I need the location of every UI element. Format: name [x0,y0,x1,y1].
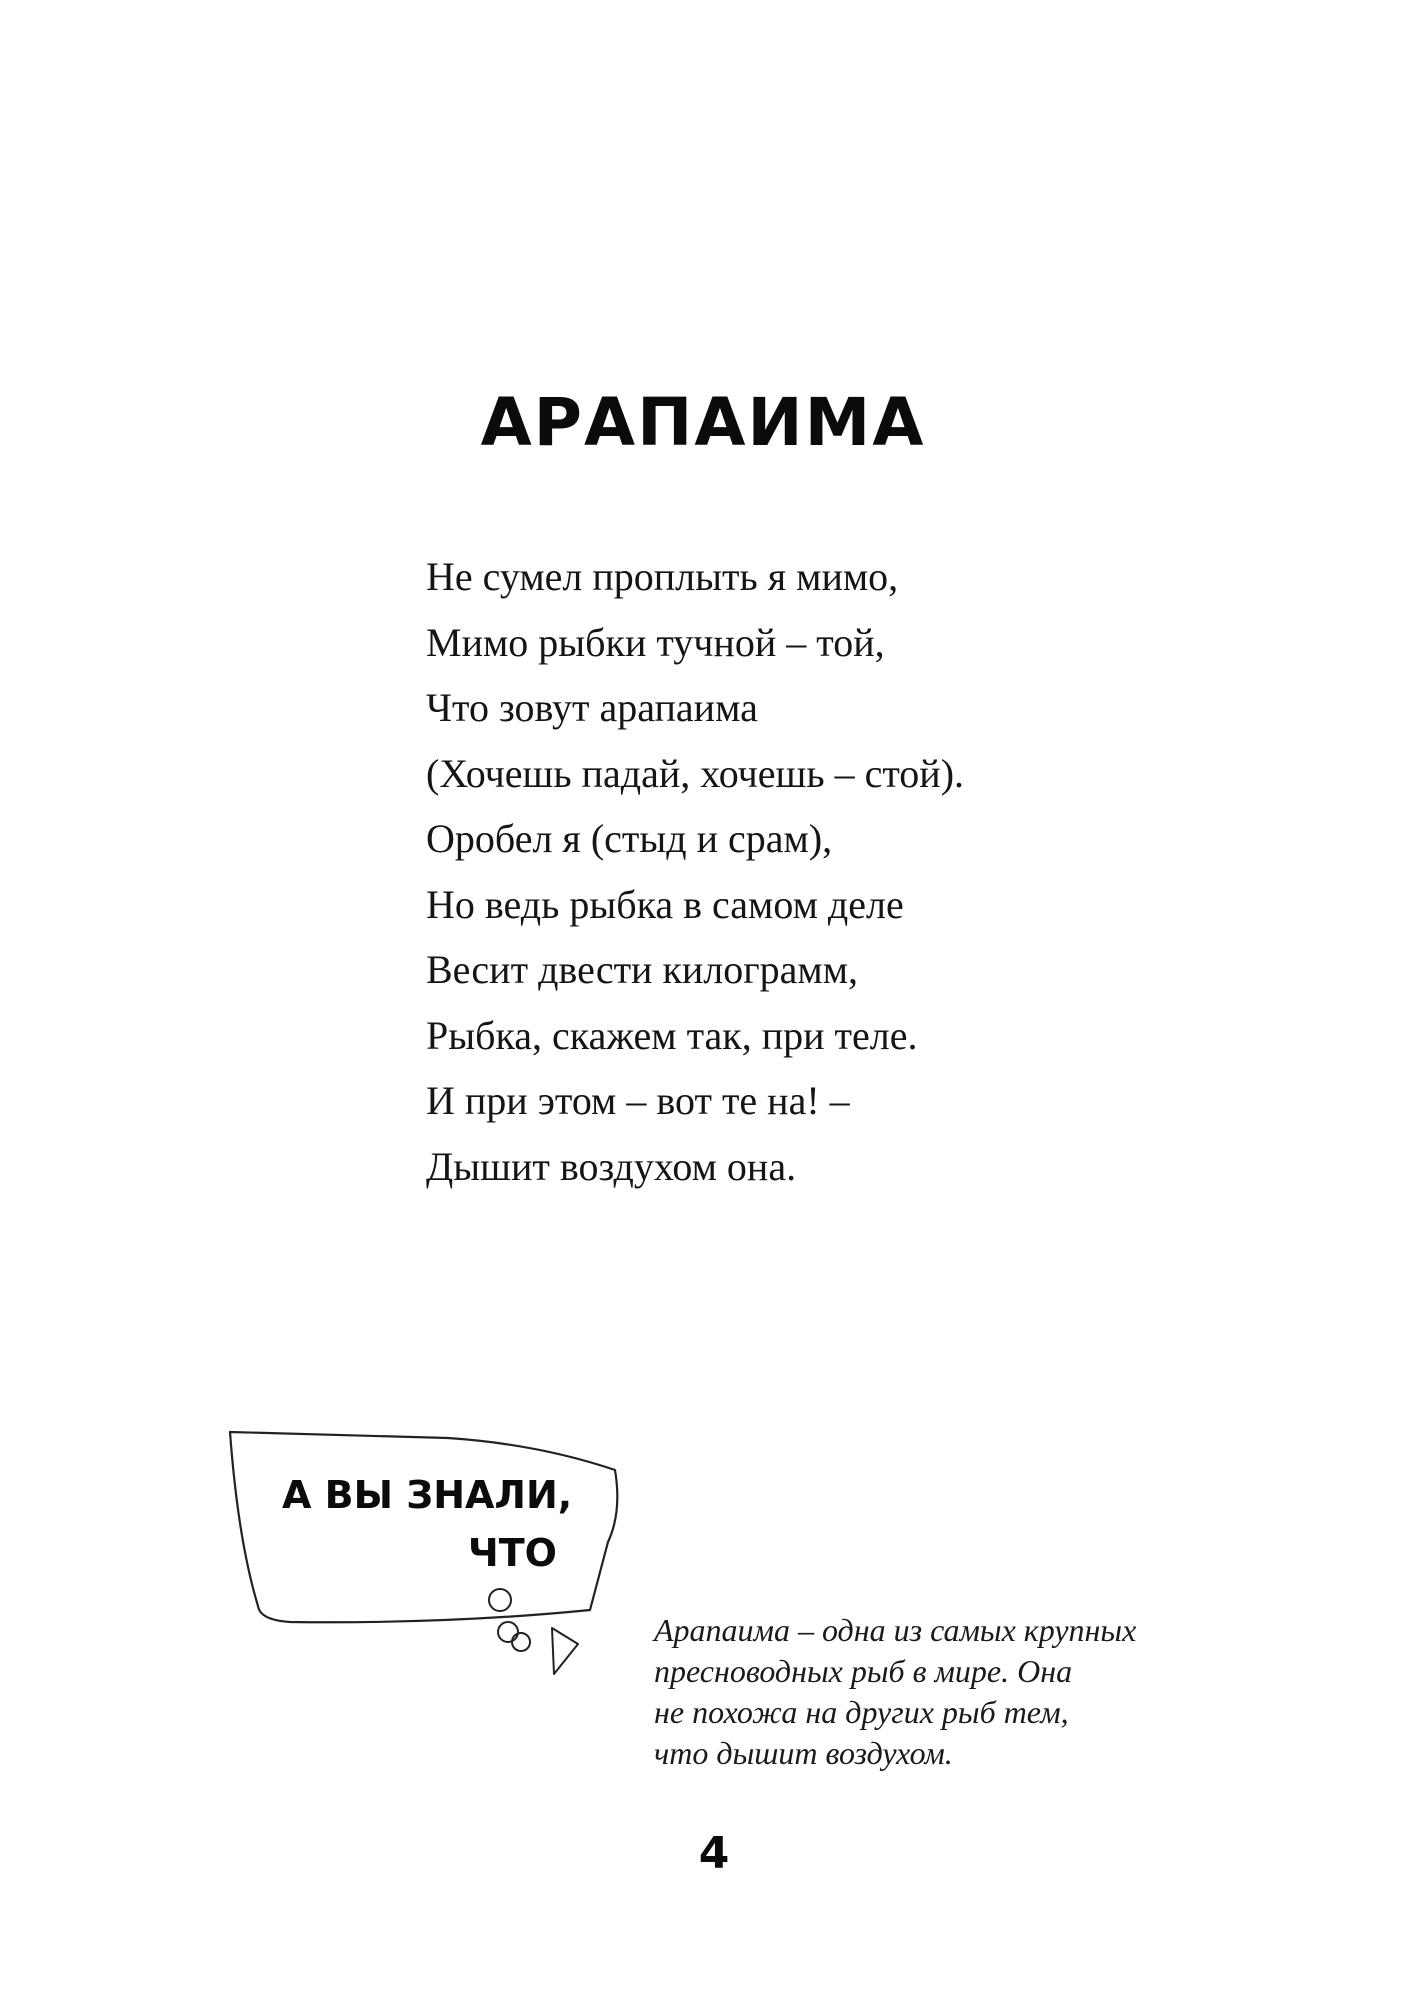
poem-line: Дышит воздухом она. [426,1143,797,1189]
fact-line: пресноводных рыб в мире. Она [654,1653,1073,1689]
poem-title: АРАПАИМА [480,384,926,461]
poem-line: (Хочешь падай, хочешь – стой). [426,750,965,796]
poem-line: Оробел я (стыд и срам), [426,816,833,861]
poem-line: Рыбка, скажем так, при теле. [426,1012,918,1058]
poem-line: Мимо рыбки тучной – той, [426,619,885,665]
fact-line: что дышит воздухом. [654,1735,953,1771]
poem-line: Не сумел проплыть я мимо, [426,554,899,599]
poem-line: И при этом – вот те на! – [426,1078,850,1123]
fact-text [654,1610,1136,1774]
poem-line: Что зовут арапаима [426,685,758,730]
fact-line: не похожа на других рыб тем, [654,1694,1069,1730]
did-you-know-heading: А ВЫ ЗНАЛИ, [282,1473,573,1517]
fact-line: Арапаима – одна из самых крупных [654,1612,1137,1648]
poem-body [426,548,964,1203]
poem-line: Но ведь рыбка в самом деле [426,881,904,927]
page-number: 4 [698,1828,730,1879]
did-you-know-bubble [220,1420,640,1820]
did-you-know-heading-continued: ЧТО [468,1531,557,1575]
poem-line: Весит двести килограмм, [426,947,859,992]
